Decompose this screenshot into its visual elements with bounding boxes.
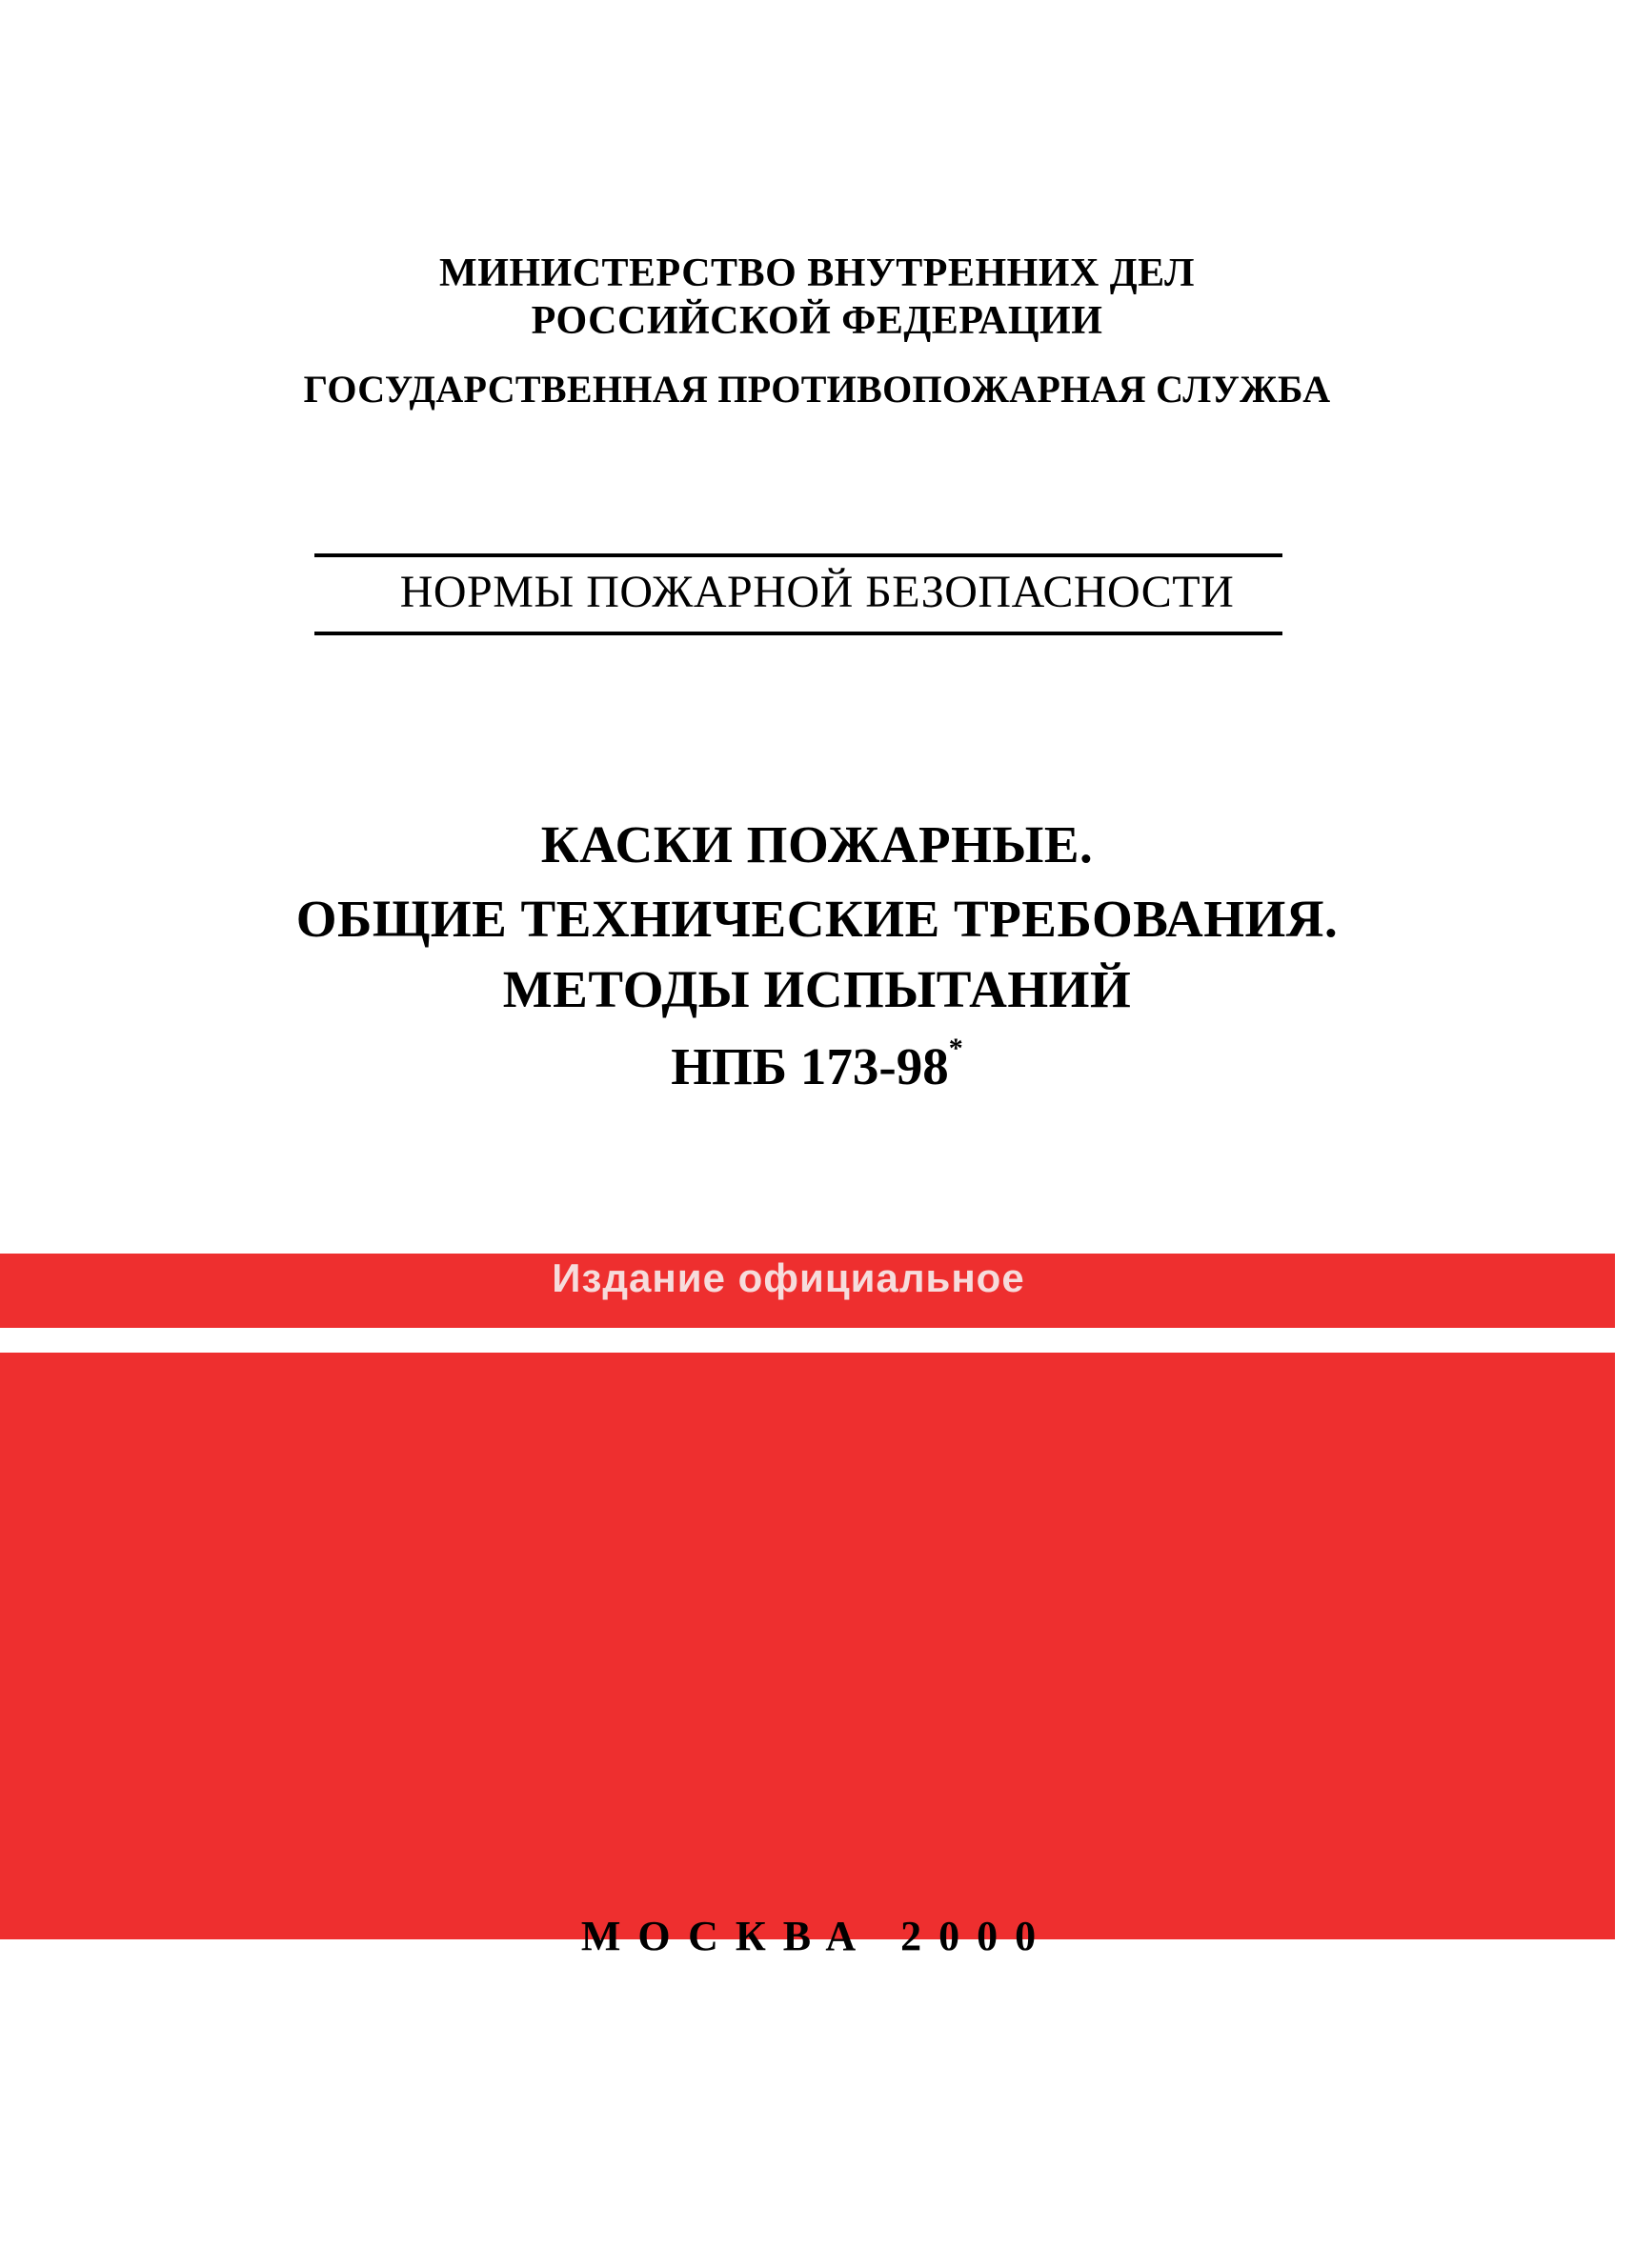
ministry-line-2: РОССИЙСКОЙ ФЕДЕРАЦИИ [531, 299, 1103, 343]
title-line-2: ОБЩИЕ ТЕХНИЧЕСКИЕ ТРЕБОВАНИЯ. [295, 890, 1339, 948]
edition-label: Издание официальное [552, 1255, 1025, 1300]
series-top-rule [314, 553, 1282, 557]
document-code [0, 1033, 1634, 1096]
document-code-mark: * [948, 1033, 963, 1064]
series-label: НОРМЫ ПОЖАРНОЙ БЕЗОПАСНОСТИ [399, 567, 1235, 617]
ministry-line-1: МИНИСТЕРСТВО ВНУТРЕННИХ ДЕЛ [439, 251, 1195, 295]
city-year: МОСКВА 2000 [580, 1913, 1054, 1959]
title-line-1: КАСКИ ПОЖАРНЫЕ. [540, 815, 1094, 873]
red-block [0, 1353, 1615, 1939]
title-line-3: МЕТОДЫ ИСПЫТАНИЙ [502, 960, 1132, 1018]
document-code-text: НПБ 173-98 [671, 1037, 949, 1095]
service-name: ГОСУДАРСТВЕННАЯ ПРОТИВОПОЖАРНАЯ СЛУЖБА [303, 368, 1331, 411]
series-bottom-rule [314, 632, 1282, 635]
